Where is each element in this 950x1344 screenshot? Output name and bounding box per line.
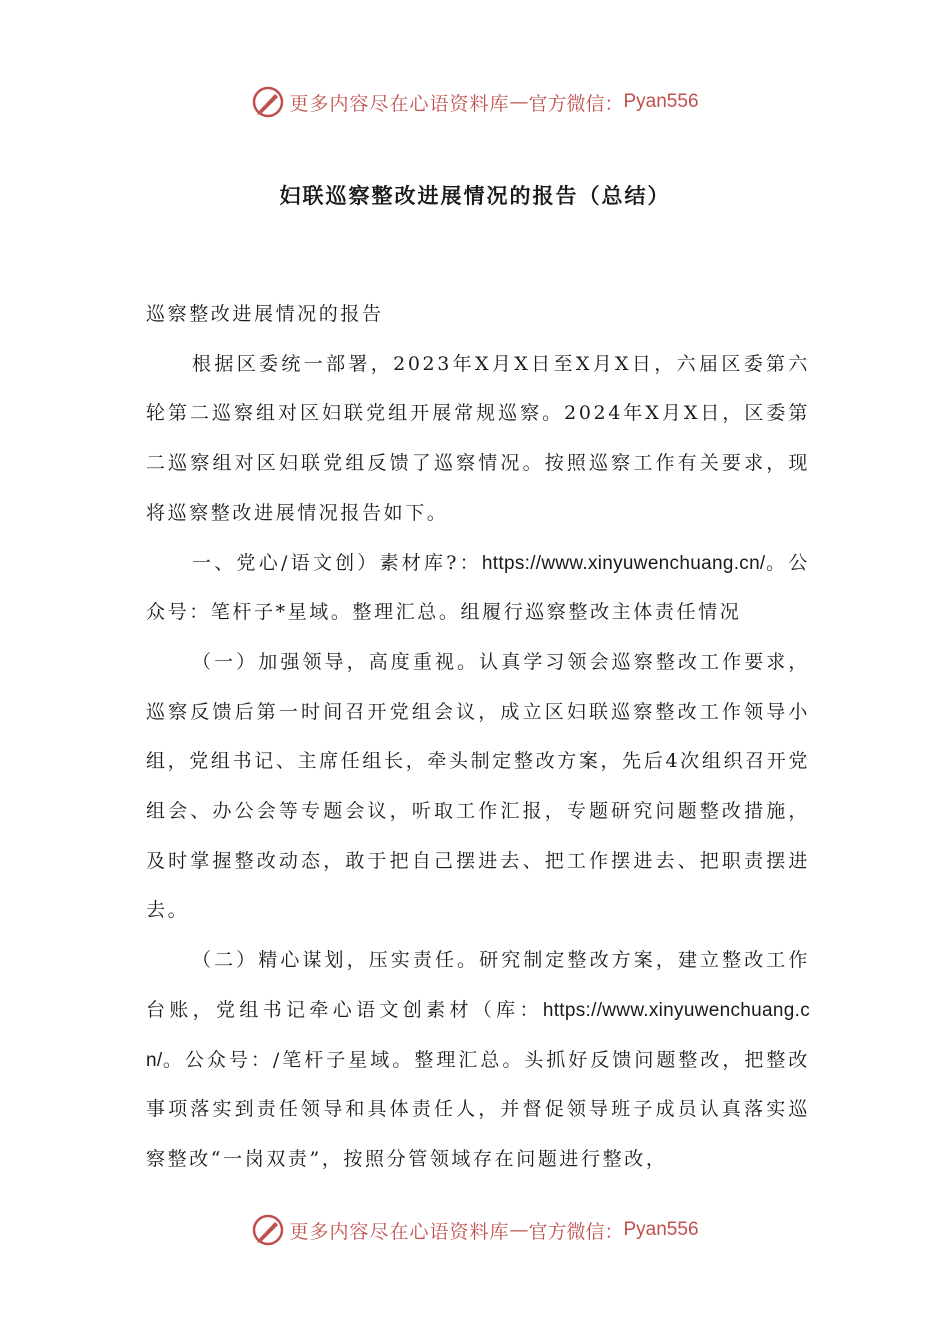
paragraph-4 [146, 936, 810, 1185]
pen-logo-icon [251, 1213, 285, 1247]
document-subtitle: 巡察整改进展情况的报告 [146, 303, 384, 325]
paragraph-4-post: 。公众号：/笔杆子星域。整理汇总。头抓好反馈问题整改，把整改事项落实到责任领导和具体责任人，并督促领导班子成员认真落实巡察整改“一岗双责”，按照分管领域存在问题进行整改， [146, 1048, 810, 1170]
watermark-brand: 更多内容尽在心语资料库 [289, 92, 510, 115]
watermark-banner-bottom [0, 1210, 950, 1250]
watermark-wechat-label: 官方微信： [528, 92, 624, 115]
paragraph-2-post: 。公众号：笔杆子*星域。整理汇总。组履行巡察整改主体责任情况 [146, 551, 810, 624]
paragraph-3: （一）加强领导，高度重视。认真学习领会巡察整改工作要求，巡察反馈后第一时间召开党组会议，成立区妇联巡察整改工作领导小组，党组书记、主席任组长，牵头制定整改方案，先后4次组织召开党组会、办公会等专题会议，听取工作汇报，专题研究问题整改措施，及时掌握整改动态，敢于把自己摆进去、把工作摆进去、把职责摆进去。 [146, 650, 810, 922]
watermark-wechat-label: 官方微信： [528, 1220, 624, 1243]
watermark-banner-top [0, 82, 950, 122]
watermark-dash: — [509, 91, 529, 113]
watermark-dash: — [509, 1219, 529, 1241]
paragraph-2 [146, 539, 810, 638]
paragraph-2-pre: 一、党心/语文创）素材库?： [192, 551, 482, 574]
paragraph-1: 根据区委统一部署，2023年X月X日至X月X日，六届区委第六轮第二巡察组对区妇联党组开展常规巡察。2024年X月X日，区委第二巡察组对区妇联党组反馈了巡察情况。按照巡察工作有关要求，现将巡察整改进展情况报告如下。 [146, 352, 810, 524]
pen-logo-icon [251, 85, 285, 119]
document-body [146, 290, 810, 1185]
watermark-wechat-id: Pyan556 [623, 1219, 699, 1240]
paragraph-4-pre: （二）精心谋划，压实责任。研究制定整改方案，建立整改工作台账，党组书记牵心语文创素材（库： [146, 949, 810, 1021]
paragraph-2-url: https://www.xinyuwenchuang.cn/ [481, 552, 766, 574]
document-title: 妇联巡察整改进展情况的报告（总结） [279, 183, 671, 208]
watermark-wechat-id: Pyan556 [623, 91, 699, 112]
paragraph-4-url: https://www.xinyuwenchuang.cn/ [146, 999, 810, 1071]
watermark-brand: 更多内容尽在心语资料库 [289, 1220, 510, 1243]
